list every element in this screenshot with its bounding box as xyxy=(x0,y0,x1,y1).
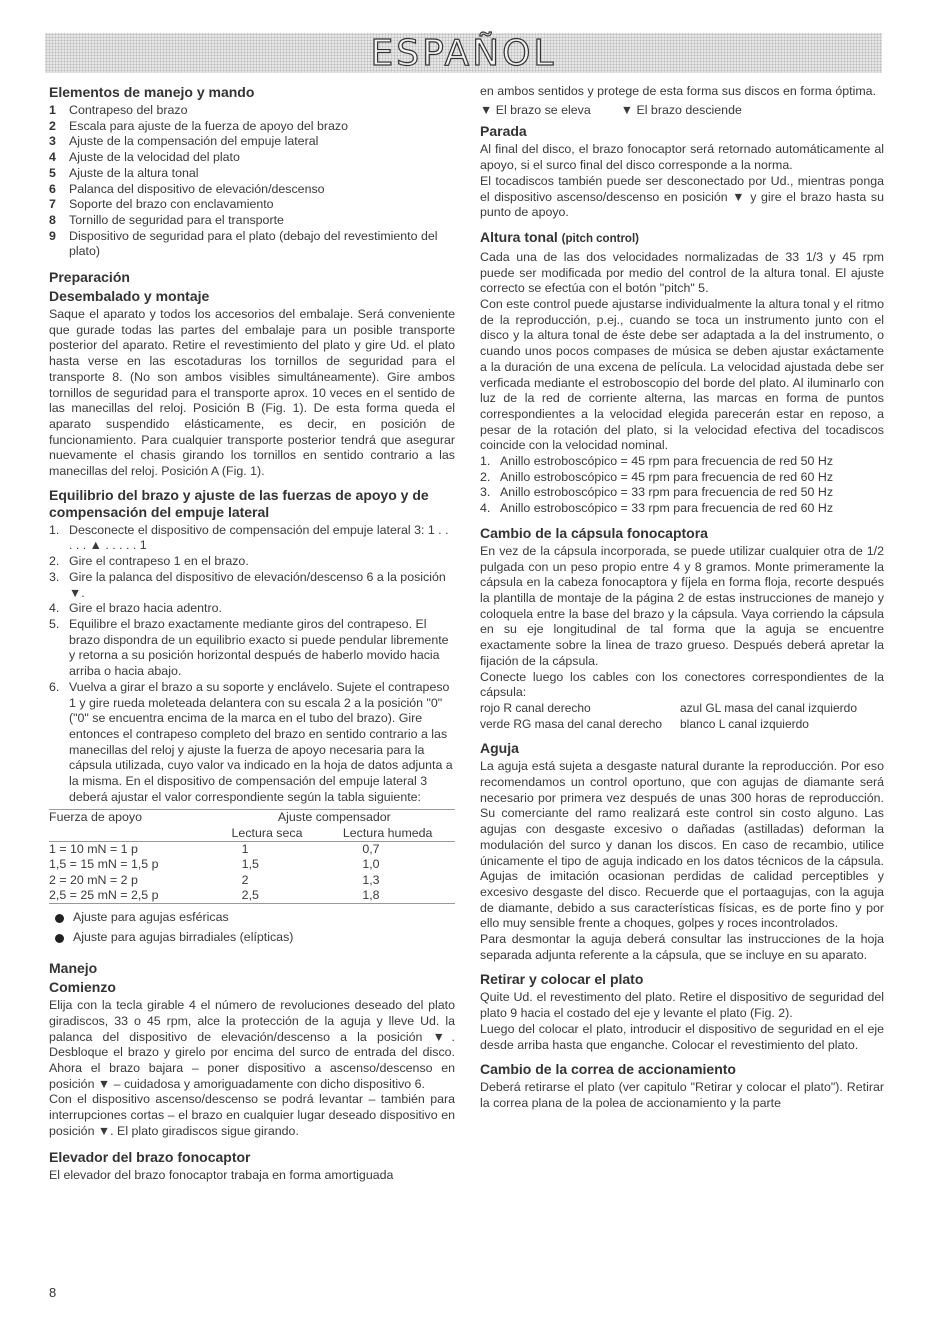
language-banner xyxy=(45,33,882,73)
list-item: 1. Anillo estroboscópico = 45 rpm para frecuencia de red 50 Hz xyxy=(480,454,834,469)
banner-title: ESPAÑOL xyxy=(370,32,557,74)
bullet-icon xyxy=(55,934,64,943)
lift-legend xyxy=(480,103,884,119)
paragraph-platter: Quite Ud. el revestimento del plato. Retire el dispositivo de seguridad del plato 9 hacia el costado del eje y levante el plato (Fig. 2). xyxy=(480,990,884,1021)
list-item: 1. Desconecte el dispositivo de compensación del empuje lateral 3: 1 . . . . . ▲ . . . . . 1 xyxy=(49,522,449,553)
paragraph-cartridge-2: Conecte luego los cables con los conectores correspondientes de la cápsula: xyxy=(480,669,884,700)
paragraph-unpacking: Saque el aparato y todos los accesorios del embalaje. Será conveniente que gurade todas las partes del embalaje para un posible transporte posterior del aparato. Retire el revestimiento del plato y gire Ud. el plato hasta verse en las escotaduras los tornillos de seguridad para el transporte 8. (No son ambos visibles simultáneamente). Gire ambos tornillos de seguridad para el transporte aprox. 10 veces en el sentido de las manecillas del reloj. Posición B (Fig. 1). De esta forma queda el aparato suspendido elásticamente, es decir, en posición de funcionamiento. Para cualquier transporte posterior tendrá que asegurar nuevamente el chasis girando los tornillos en sentido contrario a las manecillas del reloj. Posición A (Fig. 1). xyxy=(49,307,455,479)
list-item: 7 Soporte del brazo con enclavamiento xyxy=(49,197,274,212)
table-header: Lectura seca xyxy=(214,826,321,842)
list-item: 2. Anillo estroboscópico = 45 rpm para frecuencia de red 60 Hz xyxy=(480,469,834,484)
wire-colors xyxy=(480,701,884,732)
list-item: 2. Gire el contrapeso 1 en el brazo. xyxy=(49,554,249,569)
paragraph-tonearm-lift: El elevador del brazo fonocaptor trabaja en forma amortiguada xyxy=(49,1167,394,1182)
paragraph-belt: Deberá retirarse el plato (ver capitulo "Retirar y colocar el plato"). Retirar la correa plana de la polea de accionamiento y la parte xyxy=(480,1080,884,1110)
paragraph-lift-cont: en ambos sentidos y protege de esta forma sus discos en forma óptima. xyxy=(480,84,877,98)
table-header: Ajuste compensador xyxy=(214,810,455,826)
paragraph-platter-2: Luego del colocar el plato, introducir el dispositivo de seguridad en el eje desde arriba hasta que enganche. Colocar el revestimiento del plato. xyxy=(480,1021,884,1052)
list-item: 3. Anillo estroboscópico = 33 rpm para frecuencia de red 50 Hz xyxy=(480,485,834,500)
list-item: 3. Gire la palanca del dispositivo de elevación/descenso 6 a la posición ▼. xyxy=(49,569,446,600)
list-item: azul GL masa del canal izquierdo xyxy=(680,700,857,715)
heading-balance: Equilibrio del brazo y ajuste de las fuerzas de apoyo y de compensación del empuje lateral xyxy=(49,486,429,520)
paragraph-pitch: Cada una de las dos velocidades normalizadas de 33 1/3 y 45 rpm puede ser modificada por medio del control de la altura tonal. El ajuste correcto se efectúa con el botón "pitch" 5. xyxy=(480,249,884,296)
paragraph-stylus: La aguja está sujeta a desgaste natural durante la reproducción. Por eso recomendamos un control oportuno, que con agujas de diamante será necesario por primera vez después de unas 300 horas de reproducción. Su comerciante del ramo realizará este control sin costo alguno. Las agujas con desgaste excesivo o dañadas (astilladas) deforman la modulación del surco y danan los discos. En caso de recambio, utilice únicamente el tipo de aguja indicado en los datos técnicos de la cápsula. Agujas de imitación ocasionan perdidas de calidad perceptibles y excesivo desgaste del disco. Recuerde que el portaagujas, con la aguja de diamante, debido a sus características físicas, es de porte fino y por ello muy sensible frente a choques, golpes y roces incontrolados. xyxy=(480,759,884,931)
right-column xyxy=(480,84,884,1112)
paragraph-start-2: Con el dispositivo ascenso/descenso se podrá levantar – también para interrupciones cortas – el brazo en cualquier lugar deseado dispositivo en posición ▼. El plato giradiscos sigue girando. xyxy=(49,1092,455,1138)
heading-platter: Retirar y colocar el plato xyxy=(480,971,644,988)
heading-elements: Elementos de manejo y mando xyxy=(49,84,255,100)
heading-preparation: Preparación xyxy=(49,269,130,286)
list-item: 4. Gire el brazo hacia adentro. xyxy=(49,601,222,616)
arrow-up-label: ▼ El brazo se eleva xyxy=(480,102,591,117)
list-item: Ajuste para agujas esféricas xyxy=(49,908,455,928)
table-row: 1,5 = 15 mN = 1,5 p 1,5 1,0 xyxy=(49,857,380,872)
list-item: blanco L canal izquierdo xyxy=(680,716,809,731)
adjustment-notes xyxy=(49,908,455,948)
paragraph-pitch-2: Con este control puede ajustarse individualmente la altura tonal y el ritmo de la reproducción, p.ej., cuando se toca un instrumento junto con el disco y la altura tonal de éste debe ser adaptada a la del instrumento, o cuando unos pocos compases de música se deben ajustar exáctamente a la duración de una excena de película. La velocidad ajustada debe ser verficada mediante el estroboscopio del borde del plato. Al iluminarlo con luz de la red de corriente alterna, las marcas en forma de puntos correspondientes a la velocidad elegida parecerán estar en reposo, a pesar de la rotación del plato, si la velocidad efectiva del tocadiscos coincide con la velocidad nominal. xyxy=(480,297,884,453)
list-item: 4. Anillo estroboscópico = 33 rpm para frecuencia de red 60 Hz xyxy=(480,501,834,516)
left-column xyxy=(49,84,455,1183)
table-row: 2 = 20 mN = 2 p 2 1,3 xyxy=(49,872,380,887)
balance-steps xyxy=(49,523,455,806)
heading-operation: Manejo xyxy=(49,960,98,977)
bullet-icon xyxy=(55,914,64,923)
list-item: 5 Ajuste de la altura tonal xyxy=(49,165,199,180)
table-header: Lectura humeda xyxy=(320,826,455,842)
list-item: 2 Escala para ajuste de la fuerza de apoyo del brazo xyxy=(49,118,348,133)
arrow-down-label: ▼ El brazo desciende xyxy=(620,102,742,117)
list-item: 5. Equilibre el brazo exactamente mediante giros del contrapeso. El brazo dispondra de un equilibrio exacto si puede pendular libremente y retorna a su posición horizontal después de haberlo movido hacia arriba o hacia abajo. xyxy=(49,616,449,679)
paragraph-start: Elija con la tecla girable 4 el número de revoluciones deseado del plato giradiscos, 33 o 45 rpm, alce la protección de la aguja y lleve Ud. la palanca del dispositivo de elevación/descenso a la posición ▼. Desbloque el brazo y girelo por encima del surco de entrada del disco. Ahora el brazo bajara – poner dispositivo a ascenso/descenso en posición ▼ – cuidadosa y amoriguadamente con dicho dispositivo 6. xyxy=(49,998,455,1091)
heading-unpacking: Desembalado y montaje xyxy=(49,288,210,305)
paragraph-stop-2: El tocadiscos también puede ser desconectado por Ud., mientras ponga el dispositivo ascenso/descenso en posición ▼ y gire el brazo hasta su punto de apoyo. xyxy=(480,173,884,220)
heading-stop: Parada xyxy=(480,123,527,140)
heading-tonearm-lift: Elevador del brazo fonocaptor xyxy=(49,1148,251,1165)
heading-cartridge: Cambio de la cápsula fonocaptora xyxy=(480,524,708,541)
elements-list xyxy=(49,103,455,260)
list-item: 8 Tornillo de seguridad para el transporte xyxy=(49,212,284,227)
heading-stylus: Aguja xyxy=(480,740,519,757)
list-item: 9 Dispositivo de seguridad para el plato (debajo del revestimiento del plato) xyxy=(49,228,438,259)
heading-belt: Cambio de la correa de accionamiento xyxy=(480,1061,736,1078)
tracking-force-table xyxy=(49,809,455,904)
list-item: rojo R canal derecho xyxy=(480,700,591,715)
list-item: 3 Ajuste de la compensación del empuje lateral xyxy=(49,134,319,149)
table-row: 1 = 10 mN = 1 p 1 0,7 xyxy=(49,842,380,857)
list-item: 4 Ajuste de la velocidad del plato xyxy=(49,150,240,165)
heading-start: Comienzo xyxy=(49,979,116,996)
list-item: 6 Palanca del dispositivo de elevación/descenso xyxy=(49,181,325,196)
list-item: 1 Contrapeso del brazo xyxy=(49,103,188,117)
paragraph-cartridge: En vez de la cápsula incorporada, se puede utilizar cualquier otra de 1/2 pulgada con un peso propio entre 4 y 8 gramos. Monte primeramente la cápsula en la cabeza fonocaptora y fíjela en forma floja, recorte después la plantilla de montaje de la página 2 de estas instrucciones de manejo y coloquela entre la base del brazo y la cápsula. Vaya corriendo la cápsula en su eje longitudinal de tal forma que la aguja se encuentre exactamente sobre la linea de trazo grueso. Después deberá apretar la fijación de la cápsula. xyxy=(480,543,884,668)
table-header: Fuerza de apoyo xyxy=(49,810,214,826)
list-item: Ajuste para agujas birradiales (elípticas) xyxy=(49,928,455,948)
strobe-rings xyxy=(480,454,884,517)
paragraph-stop: Al final del disco, el brazo fonocaptor será retornado automáticamente al apoyo, si el surco final del disco corresponde a la norma. xyxy=(480,142,884,173)
list-item: 6. Vuelva a girar el brazo a su soporte y enclávelo. Sujete el contrapeso 1 y gire rueda moleteada delantera con su escala 2 a la posición "0" ("0" se encuentra encima de la marca en el tubo del brazo). Gire entonces el contrapeso completo del brazo en sentido contrario a las manecillas del reloj y ajuste la fuerza de apoyo necesaria para la cápsula utilizada, cuyo valor va indicado en la hoja de datos adjunta a la misma. En el dispositivo de compensación del empuje lateral 3 deberá ajustar el valor correspondiente según la tabla siguiente: xyxy=(49,679,453,804)
page-number: 8 xyxy=(49,1285,57,1300)
paragraph-stylus-2: Para desmontar la aguja deberá consultar las instrucciones de la hoja separada adjunta referente a la cápsula, que se incluye en su aparato. xyxy=(480,932,884,962)
list-item: verde RG masa del canal derecho xyxy=(480,716,663,731)
table-row: 2,5 = 25 mN = 2,5 p 2,5 1,8 xyxy=(49,888,455,904)
heading-pitch: Altura tonal (pitch control) xyxy=(480,228,639,245)
